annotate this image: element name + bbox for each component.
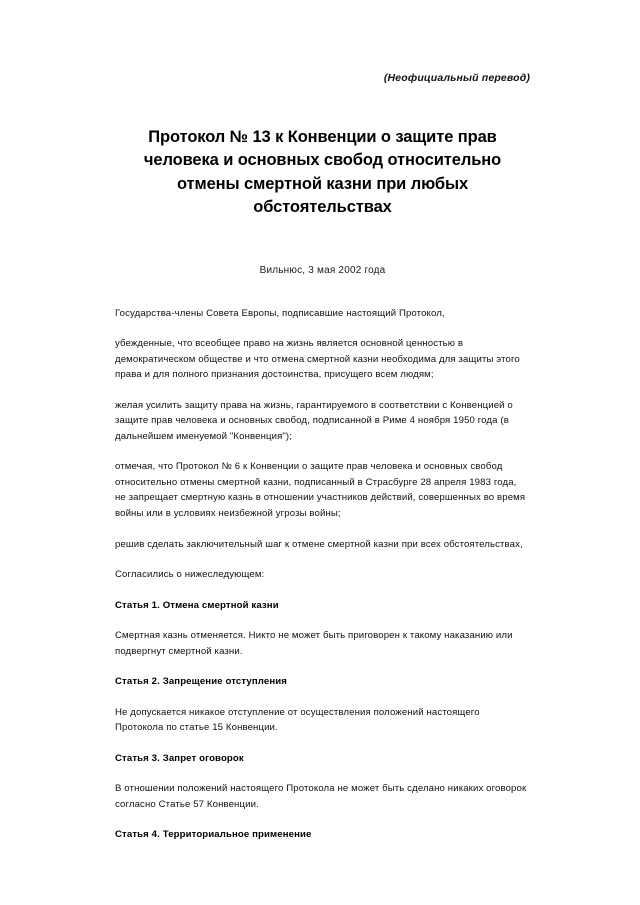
preamble-paragraph: желая усилить защиту права на жизнь, гарантируемого в соответствии с Конвенцией о защите прав человека и основных свобод, подписанной в Риме 4 ноября 1950 года (в дальнейшем именуемой "Конвенция"); [115, 399, 513, 442]
preamble-paragraph: Государства-члены Совета Европы, подписавшие настоящий Протокол, [115, 307, 445, 319]
article-heading-2: Статья 2. Запрещение отступления [115, 676, 287, 688]
article-body-2: Не допускается никакое отступление от осуществления положений настоящего Протокола по статье 15 Конвенции. [115, 706, 480, 734]
document-body [115, 276, 530, 843]
preamble-paragraph: отмечая, что Протокол № 6 к Конвенции о защите прав человека и основных свобод относительно отмены смертной казни, подписанный в Страсбурге 28 апреля 1983 года, не запрещает смертную казнь в отношении участников действий, совершенных во время войны или в условиях неизбежной угрозы войны; [115, 461, 526, 519]
translation-note: (Неофициальный перевод) [383, 72, 530, 84]
article-body-1: Смертная казнь отменяется. Никто не может быть приговорен к такому наказанию или подвергнут смертной казни. [115, 630, 513, 657]
article-heading-4: Статья 4. Территориальное применение [115, 829, 312, 841]
article-heading-3: Статья 3. Запрет оговорок [115, 752, 244, 764]
document-date-line: Вильнюс, 3 мая 2002 года [259, 264, 386, 276]
preamble-paragraph: решив сделать заключительный шаг к отмене смертной казни при всех обстоятельствах, [115, 538, 523, 550]
article-heading-1: Статья 1. Отмена смертной казни [115, 599, 279, 611]
preamble-paragraph: убежденные, что всеобщее право на жизнь является основной ценностью в демократическом обществе и что отмена смертной казни необходима для защиты этого права и для полного признания достоинства, присущего всем людям; [115, 338, 520, 381]
page-title: Протокол № 13 к Конвенции о защите прав человека и основных свобод относительно отмены смертной казни при любых обстоятельствах [143, 128, 502, 217]
agreement-clause: Согласились о нижеследующем: [115, 569, 265, 581]
article-body-3: В отношении положений настоящего Протокола не может быть сделано никаких оговорок согласно Статье 57 Конвенции. [115, 783, 527, 810]
